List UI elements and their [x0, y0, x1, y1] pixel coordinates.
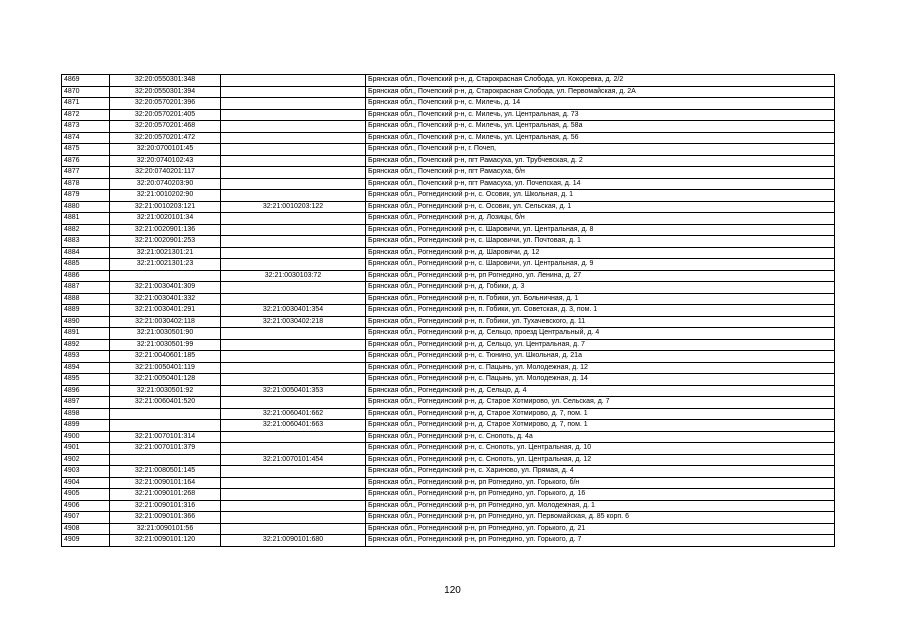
row-number-cell: 4891 — [62, 328, 110, 340]
table-row — [62, 259, 835, 271]
row-number-cell: 4877 — [62, 167, 110, 179]
row-number-cell: 4870 — [62, 86, 110, 98]
address-cell: Брянская обл., Рогнединский р-н, с. Снопоть, д. 4а — [366, 431, 835, 443]
row-number-cell: 4904 — [62, 477, 110, 489]
cadastral-number-2-cell — [221, 144, 366, 156]
table-row — [62, 374, 835, 386]
cadastral-number-cell — [110, 270, 221, 282]
address-cell: Брянская обл., Рогнединский р-н, с. Тюнино, ул. Школьная, д. 21а — [366, 351, 835, 363]
cadastral-number-2-cell — [221, 178, 366, 190]
table-row — [62, 535, 835, 547]
cadastral-number-cell: 32:20:0700101:45 — [110, 144, 221, 156]
address-cell: Брянская обл., Рогнединский р-н, п. Гобики, ул. Советская, д. 3, пом. 1 — [366, 305, 835, 317]
address-cell: Брянская обл., Рогнединский р-н, рп Рогнедино, ул. Горького, д. 21 — [366, 523, 835, 535]
row-number-cell: 4888 — [62, 293, 110, 305]
cadastral-number-2-cell — [221, 374, 366, 386]
cadastral-number-cell: 32:21:0021301:21 — [110, 247, 221, 259]
cadastral-number-cell: 32:21:0050401:128 — [110, 374, 221, 386]
row-number-cell: 4884 — [62, 247, 110, 259]
cadastral-number-cell: 32:21:0030501:92 — [110, 385, 221, 397]
table-row — [62, 213, 835, 225]
address-cell: Брянская обл., Рогнединский р-н, с. Снопоть, ул. Центральная, д. 12 — [366, 454, 835, 466]
cadastral-number-2-cell — [221, 489, 366, 501]
address-cell: Брянская обл., Рогнединский р-н, с. Осовик, ул. Школьная, д. 1 — [366, 190, 835, 202]
cadastral-number-2-cell — [221, 213, 366, 225]
table-row — [62, 477, 835, 489]
cadastral-number-2-cell — [221, 247, 366, 259]
table-row — [62, 523, 835, 535]
table-row — [62, 328, 835, 340]
cadastral-number-cell: 32:20:0550301:348 — [110, 75, 221, 87]
cadastral-number-2-cell: 32:21:0030103:72 — [221, 270, 366, 282]
cadastral-number-cell — [110, 420, 221, 432]
address-cell: Брянская обл., Рогнединский р-н, д. Старое Хотмирово, д. 7, пом. 1 — [366, 420, 835, 432]
table-row — [62, 282, 835, 294]
table-row — [62, 512, 835, 524]
registry-table-body — [62, 75, 835, 547]
cadastral-number-cell: 32:21:0070101:314 — [110, 431, 221, 443]
address-cell: Брянская обл., Рогнединский р-н, с. Пацынь, ул. Молодежная, д. 14 — [366, 374, 835, 386]
row-number-cell: 4879 — [62, 190, 110, 202]
address-cell: Брянская обл., Почепский р-н, с. Милечь, ул. Центральная, д. 56 — [366, 132, 835, 144]
row-number-cell: 4881 — [62, 213, 110, 225]
cadastral-number-2-cell — [221, 443, 366, 455]
cadastral-number-2-cell — [221, 397, 366, 409]
cadastral-number-2-cell — [221, 190, 366, 202]
address-cell: Брянская обл., Рогнединский р-н, п. Гобики, ул. Тухачевского, д. 11 — [366, 316, 835, 328]
cadastral-number-cell: 32:21:0020901:136 — [110, 224, 221, 236]
cadastral-number-cell: 32:21:0090101:164 — [110, 477, 221, 489]
table-row — [62, 305, 835, 317]
address-cell: Брянская обл., Рогнединский р-н, с. Хариново, ул. Прямая, д. 4 — [366, 466, 835, 478]
table-row — [62, 397, 835, 409]
cadastral-number-2-cell — [221, 75, 366, 87]
cadastral-number-2-cell: 32:21:0050401:353 — [221, 385, 366, 397]
address-cell: Брянская обл., Почепский р-н, д. Старокрасная Слобода, ул. Кокоревка, д. 2/2 — [366, 75, 835, 87]
row-number-cell: 4896 — [62, 385, 110, 397]
table-row — [62, 431, 835, 443]
table-row — [62, 293, 835, 305]
row-number-cell: 4873 — [62, 121, 110, 133]
table-row — [62, 466, 835, 478]
address-cell: Брянская обл., Рогнединский р-н, с. Шаровичи, ул. Почтовая, д. 1 — [366, 236, 835, 248]
row-number-cell: 4869 — [62, 75, 110, 87]
address-cell: Брянская обл., Рогнединский р-н, д. Сельцо, проезд Центральный, д. 4 — [366, 328, 835, 340]
row-number-cell: 4893 — [62, 351, 110, 363]
cadastral-number-cell: 32:21:0040601:185 — [110, 351, 221, 363]
cadastral-number-cell: 32:21:0030402:118 — [110, 316, 221, 328]
cadastral-number-2-cell — [221, 523, 366, 535]
table-row — [62, 385, 835, 397]
table-row — [62, 454, 835, 466]
cadastral-number-2-cell — [221, 362, 366, 374]
table-row — [62, 155, 835, 167]
table-row — [62, 339, 835, 351]
cadastral-number-2-cell — [221, 155, 366, 167]
cadastral-number-cell: 32:20:0550301:394 — [110, 86, 221, 98]
row-number-cell: 4878 — [62, 178, 110, 190]
cadastral-number-cell: 32:20:0740203:90 — [110, 178, 221, 190]
row-number-cell: 4903 — [62, 466, 110, 478]
cadastral-number-cell: 32:21:0060401:520 — [110, 397, 221, 409]
address-cell: Брянская обл., Рогнединский р-н, с. Шаровичи, ул. Центральная, д. 8 — [366, 224, 835, 236]
address-cell: Брянская обл., Рогнединский р-н, с. Шаровичи, ул. Центральная, д. 9 — [366, 259, 835, 271]
cadastral-number-2-cell: 32:21:0030402:218 — [221, 316, 366, 328]
table-row — [62, 98, 835, 110]
table-row — [62, 75, 835, 87]
cadastral-number-2-cell — [221, 259, 366, 271]
cadastral-number-cell: 32:21:0090101:120 — [110, 535, 221, 547]
cadastral-number-cell: 32:21:0030401:309 — [110, 282, 221, 294]
table-row — [62, 500, 835, 512]
address-cell: Брянская обл., Рогнединский р-н, с. Осовик, ул. Сельская, д. 1 — [366, 201, 835, 213]
address-cell: Брянская обл., Рогнединский р-н, рп Рогнедино, ул. Горького, д. 16 — [366, 489, 835, 501]
address-cell: Брянская обл., Рогнединский р-н, рп Рогнедино, ул. Горького, б/н — [366, 477, 835, 489]
cadastral-number-2-cell — [221, 512, 366, 524]
table-row — [62, 351, 835, 363]
cadastral-number-cell: 32:21:0080501:145 — [110, 466, 221, 478]
row-number-cell: 4872 — [62, 109, 110, 121]
row-number-cell: 4907 — [62, 512, 110, 524]
address-cell: Брянская обл., Почепский р-н, с. Милечь, ул. Центральная, д. 58а — [366, 121, 835, 133]
row-number-cell: 4906 — [62, 500, 110, 512]
table-row — [62, 144, 835, 156]
row-number-cell: 4892 — [62, 339, 110, 351]
cadastral-number-cell: 32:21:0010202:90 — [110, 190, 221, 202]
row-number-cell: 4876 — [62, 155, 110, 167]
address-cell: Брянская обл., Почепский р-н, д. Старокрасная Слобода, ул. Первомайская, д. 2А — [366, 86, 835, 98]
address-cell: Брянская обл., Почепский р-н, пгт Рамасуха, б/н — [366, 167, 835, 179]
cadastral-number-2-cell — [221, 293, 366, 305]
row-number-cell: 4905 — [62, 489, 110, 501]
row-number-cell: 4898 — [62, 408, 110, 420]
cadastral-number-cell: 32:21:0030401:291 — [110, 305, 221, 317]
cadastral-number-cell: 32:20:0740201:117 — [110, 167, 221, 179]
row-number-cell: 4874 — [62, 132, 110, 144]
table-row — [62, 178, 835, 190]
table-row — [62, 236, 835, 248]
row-number-cell: 4895 — [62, 374, 110, 386]
cadastral-number-2-cell — [221, 224, 366, 236]
table-row — [62, 121, 835, 133]
table-row — [62, 109, 835, 121]
address-cell: Брянская обл., Рогнединский р-н, д. Старое Хотмирово, д. 7, пом. 1 — [366, 408, 835, 420]
row-number-cell: 4883 — [62, 236, 110, 248]
address-cell: Брянская обл., Рогнединский р-н, п. Гобики, ул. Больничная, д. 1 — [366, 293, 835, 305]
address-cell: Брянская обл., Рогнединский р-н, рп Рогнедино, ул. Молодежная, д. 1 — [366, 500, 835, 512]
address-cell: Брянская обл., Рогнединский р-н, рп Рогнедино, ул. Ленина, д. 27 — [366, 270, 835, 282]
cadastral-number-2-cell — [221, 132, 366, 144]
cadastral-number-cell: 32:20:0570201:396 — [110, 98, 221, 110]
table-row — [62, 86, 835, 98]
cadastral-number-2-cell — [221, 86, 366, 98]
cadastral-number-cell: 32:21:0090101:366 — [110, 512, 221, 524]
cadastral-number-2-cell — [221, 477, 366, 489]
cadastral-number-2-cell — [221, 351, 366, 363]
row-number-cell: 4908 — [62, 523, 110, 535]
cadastral-number-2-cell — [221, 339, 366, 351]
address-cell: Брянская обл., Рогнединский р-н, с. Снопоть, ул. Центральная, д. 10 — [366, 443, 835, 455]
cadastral-number-2-cell — [221, 466, 366, 478]
cadastral-number-cell: 32:21:0030401:332 — [110, 293, 221, 305]
cadastral-number-2-cell: 32:21:0090101:680 — [221, 535, 366, 547]
row-number-cell: 4887 — [62, 282, 110, 294]
table-row — [62, 443, 835, 455]
table-row — [62, 167, 835, 179]
row-number-cell: 4901 — [62, 443, 110, 455]
cadastral-number-cell — [110, 408, 221, 420]
table-row — [62, 316, 835, 328]
address-cell: Брянская обл., Рогнединский р-н, д. Сельцо, д. 4 — [366, 385, 835, 397]
row-number-cell: 4897 — [62, 397, 110, 409]
table-row — [62, 132, 835, 144]
cadastral-number-cell: 32:20:0570201:472 — [110, 132, 221, 144]
cadastral-number-cell: 32:21:0090101:268 — [110, 489, 221, 501]
table-row — [62, 489, 835, 501]
cadastral-number-cell: 32:21:0030501:99 — [110, 339, 221, 351]
address-cell: Брянская обл., Почепский р-н, пгт Рамасуха, ул. Почепская, д. 14 — [366, 178, 835, 190]
address-cell: Брянская обл., Почепский р-н, с. Милечь, ул. Центральная, д. 73 — [366, 109, 835, 121]
table-row — [62, 420, 835, 432]
address-cell: Брянская обл., Рогнединский р-н, д. Сельцо, ул. Центральная, д. 7 — [366, 339, 835, 351]
cadastral-number-cell: 32:20:0740102:43 — [110, 155, 221, 167]
row-number-cell: 4886 — [62, 270, 110, 282]
address-cell: Брянская обл., Рогнединский р-н, д. Гобики, д. 3 — [366, 282, 835, 294]
table-row — [62, 362, 835, 374]
address-cell: Брянская обл., Рогнединский р-н, д. Лозицы, б/н — [366, 213, 835, 225]
cadastral-number-2-cell: 32:21:0060401:663 — [221, 420, 366, 432]
table-row — [62, 247, 835, 259]
cadastral-number-cell: 32:21:0010203:121 — [110, 201, 221, 213]
row-number-cell: 4894 — [62, 362, 110, 374]
cadastral-number-2-cell: 32:21:0070101:454 — [221, 454, 366, 466]
cadastral-number-2-cell — [221, 236, 366, 248]
row-number-cell: 4902 — [62, 454, 110, 466]
address-cell: Брянская обл., Рогнединский р-н, д. Старое Хотмирово, ул. Сельская, д. 7 — [366, 397, 835, 409]
row-number-cell: 4875 — [62, 144, 110, 156]
address-cell: Брянская обл., Рогнединский р-н, с. Пацынь, ул. Молодежная, д. 12 — [366, 362, 835, 374]
cadastral-number-2-cell — [221, 121, 366, 133]
table-row — [62, 201, 835, 213]
page-number: 120 — [444, 585, 461, 596]
cadastral-number-2-cell — [221, 98, 366, 110]
table-row — [62, 190, 835, 202]
cadastral-number-cell: 32:21:0090101:316 — [110, 500, 221, 512]
row-number-cell: 4871 — [62, 98, 110, 110]
cadastral-number-2-cell — [221, 109, 366, 121]
address-cell: Брянская обл., Рогнединский р-н, д. Шаровичи, д. 12 — [366, 247, 835, 259]
cadastral-number-cell: 32:21:0090101:56 — [110, 523, 221, 535]
cadastral-number-2-cell — [221, 431, 366, 443]
address-cell: Брянская обл., Почепский р-н, пгт Рамасуха, ул. Трубчевская, д. 2 — [366, 155, 835, 167]
table-row — [62, 408, 835, 420]
cadastral-number-cell: 32:21:0070101:379 — [110, 443, 221, 455]
cadastral-number-2-cell: 32:21:0030401:354 — [221, 305, 366, 317]
row-number-cell: 4900 — [62, 431, 110, 443]
row-number-cell: 4885 — [62, 259, 110, 271]
row-number-cell: 4880 — [62, 201, 110, 213]
address-cell: Брянская обл., Почепский р-н, с. Милечь, д. 14 — [366, 98, 835, 110]
cadastral-number-cell: 32:20:0570201:405 — [110, 109, 221, 121]
cadastral-number-cell: 32:21:0020901:253 — [110, 236, 221, 248]
row-number-cell: 4899 — [62, 420, 110, 432]
table-row — [62, 270, 835, 282]
cadastral-number-cell — [110, 454, 221, 466]
address-cell: Брянская обл., Почепский р-н, г. Почеп, — [366, 144, 835, 156]
cadastral-number-cell: 32:21:0030501:90 — [110, 328, 221, 340]
cadastral-number-2-cell — [221, 167, 366, 179]
row-number-cell: 4889 — [62, 305, 110, 317]
cadastral-number-2-cell — [221, 500, 366, 512]
row-number-cell: 4882 — [62, 224, 110, 236]
cadastral-number-2-cell — [221, 282, 366, 294]
registry-table — [61, 74, 835, 547]
cadastral-number-cell: 32:21:0020101:34 — [110, 213, 221, 225]
cadastral-number-2-cell: 32:21:0060401:662 — [221, 408, 366, 420]
row-number-cell: 4909 — [62, 535, 110, 547]
address-cell: Брянская обл., Рогнединский р-н, рп Рогнедино, ул. Горького, д. 7 — [366, 535, 835, 547]
address-cell: Брянская обл., Рогнединский р-н, рп Рогнедино, ул. Первомайская, д. 85 корп. 6 — [366, 512, 835, 524]
cadastral-number-cell: 32:21:0050401:119 — [110, 362, 221, 374]
cadastral-number-2-cell — [221, 328, 366, 340]
cadastral-number-cell: 32:21:0021301:23 — [110, 259, 221, 271]
row-number-cell: 4890 — [62, 316, 110, 328]
table-row — [62, 224, 835, 236]
cadastral-number-2-cell: 32:21:0010203:122 — [221, 201, 366, 213]
cadastral-number-cell: 32:20:0570201:468 — [110, 121, 221, 133]
